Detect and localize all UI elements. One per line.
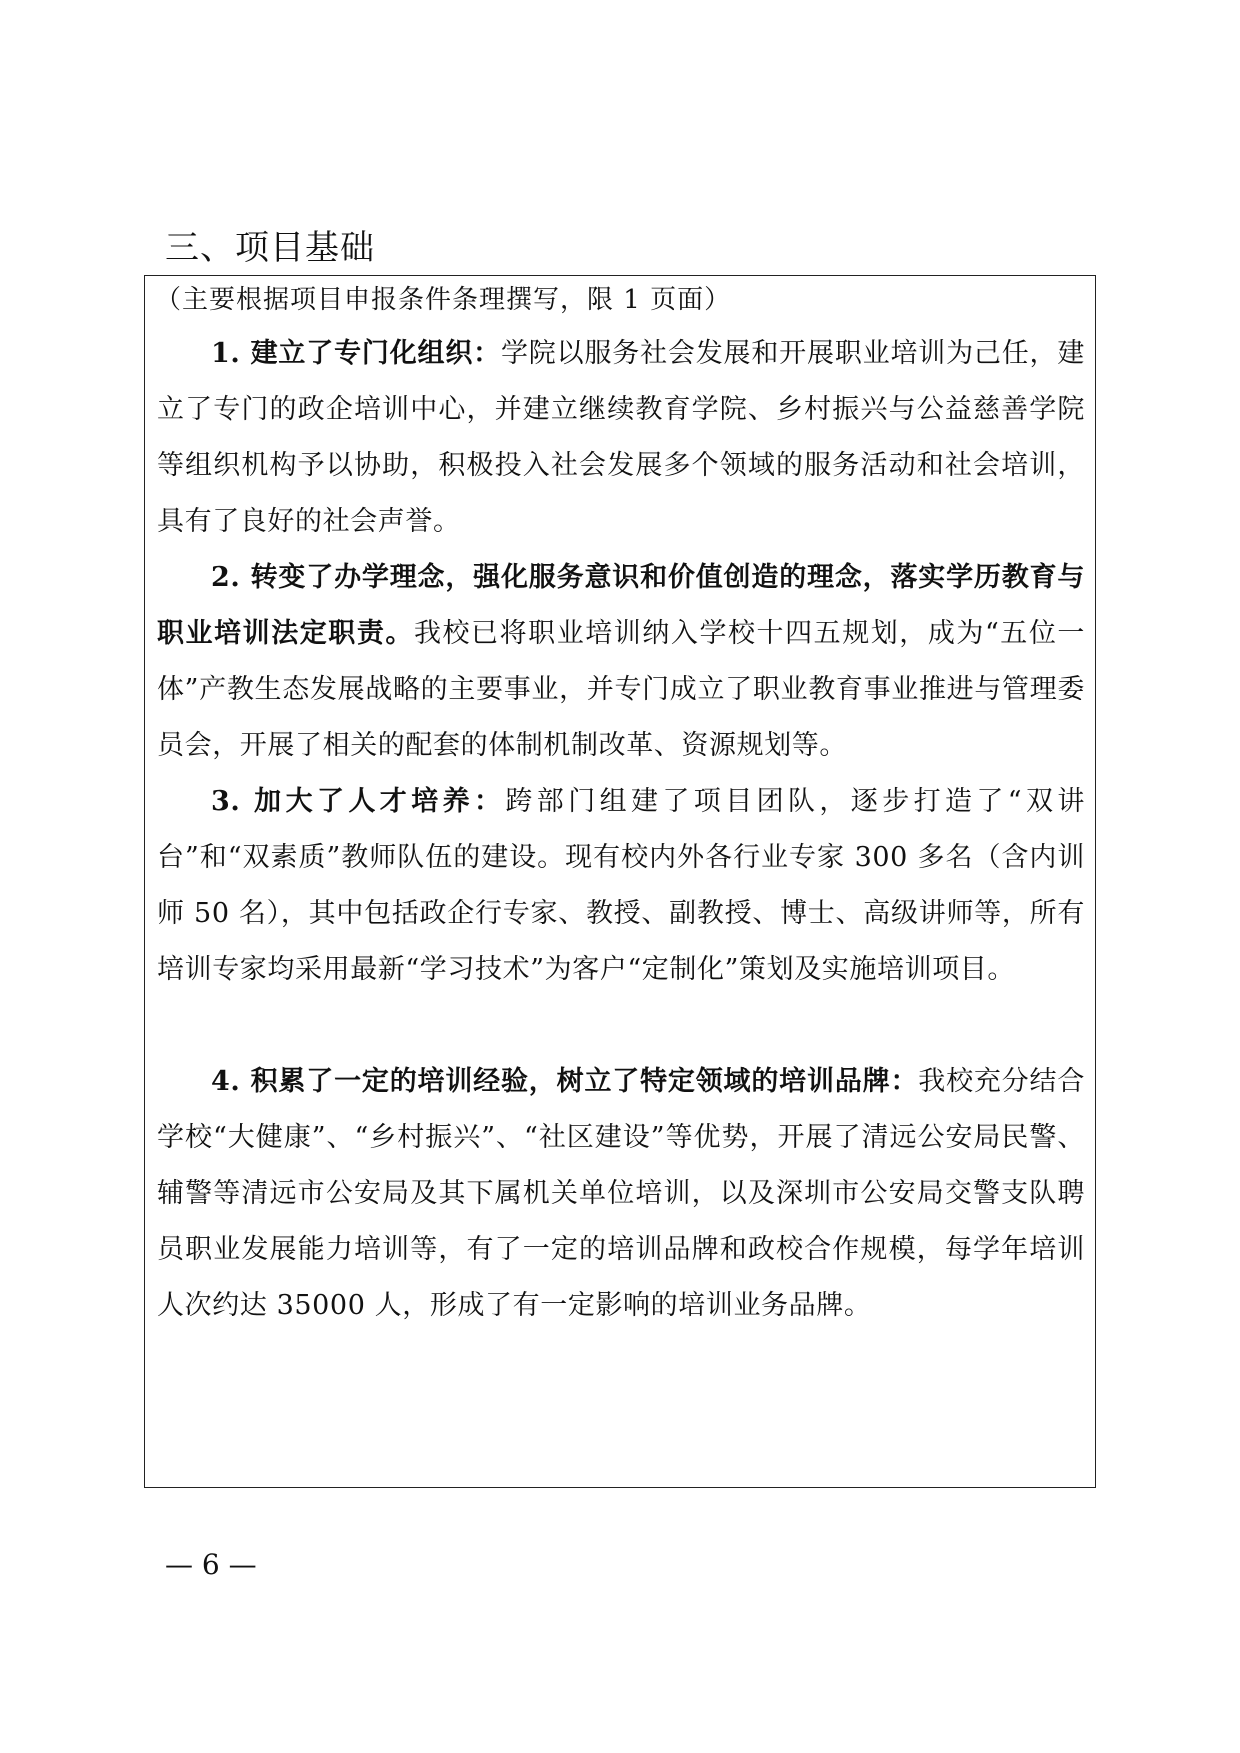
paragraph-2-body: 我校已将职业培训纳入学校十四五规划，成为“五位一体”产教生态发展战略的主要事业，并专门成立了职业教育事业推进与管理委员会，开展了相关的配套的体制机制改革、资源规划等。 xyxy=(157,618,1085,761)
paragraph-1-body: 学院以服务社会发展和开展职业培训为己任，建立了专门的政企培训中心，并建立继续教育学院、乡村振兴与公益慈善学院等组织机构予以协助，积极投入社会发展多个领域的服务活动和社会培训，具有了良好的社会声誉。 xyxy=(157,338,1085,537)
paragraph-2 xyxy=(157,550,1085,774)
paragraph-1-lead: 1. 建立了专门化组织： xyxy=(211,338,501,369)
paragraph-4-body: 我校充分结合学校“大健康”、“乡村振兴”、“社区建设”等优势，开展了清远公安局民警、辅警等清远市公安局及其下属机关单位培训，以及深圳市公安局交警支队聘员职业发展能力培训等，有了一定的培训品牌和政校合作规模，每学年培训人次约达 35000 人，形成了有一定影响的培训业务品牌。 xyxy=(157,1066,1085,1321)
paragraph-3 xyxy=(157,774,1085,998)
instruction-note: （主要根据项目申报条件条理撰写，限 1 页面） xyxy=(155,285,732,315)
paragraph-1 xyxy=(157,326,1085,550)
paragraph-4 xyxy=(157,1054,1085,1334)
content-box xyxy=(144,275,1096,1488)
page-number: — 6 — xyxy=(165,1548,257,1581)
paragraph-3-body: 跨部门组建了项目团队，逐步打造了“双讲台”和“双素质”教师队伍的建设。现有校内外各行业专家 300 多名（含内训师 50 名），其中包括政企行专家、教授、副教授、博士、高级讲师等，所有培训专家均采用最新“学习技术”为客户“定制化”策划及实施培训项目。 xyxy=(157,786,1085,985)
section-heading: 三、项目基础 xyxy=(165,228,375,268)
paragraph-3-lead: 3. 加大了人才培养： xyxy=(211,786,506,817)
paragraph-4-lead: 4. 积累了一定的培训经验，树立了特定领域的培训品牌： xyxy=(211,1066,919,1097)
paragraph-2-lead: 2. 转变了办学理念，强化服务意识和价值创造的理念，落实学历教育与职业培训法定职责。 xyxy=(157,562,1085,649)
